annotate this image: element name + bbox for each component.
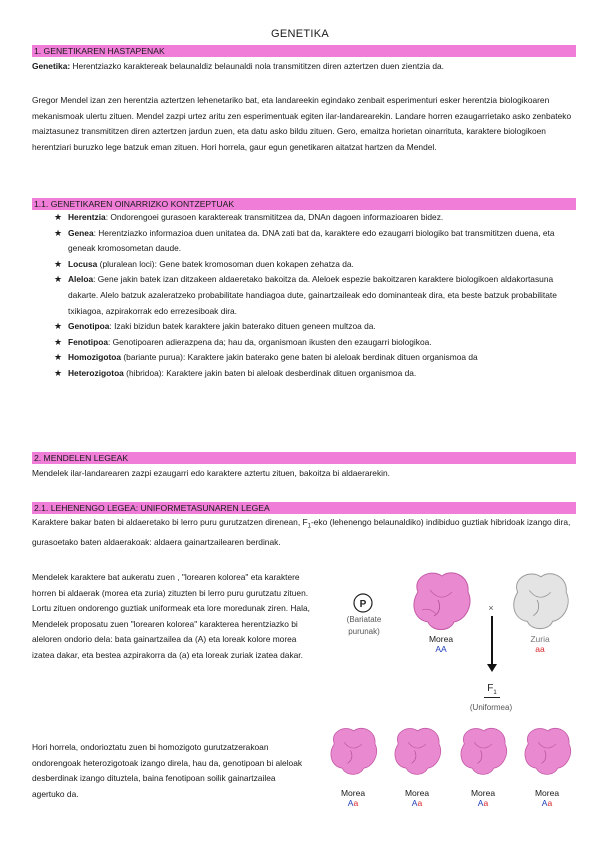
list-item <box>54 366 577 382</box>
first-law-definition <box>32 515 577 551</box>
section-heading-hastapenak: 1. GENETIKAREN HASTAPENAK <box>32 45 576 57</box>
list-item <box>54 350 577 366</box>
p-letter: P <box>359 599 367 610</box>
purple-flower-icon <box>408 570 474 634</box>
concept-term: Genotipoa <box>68 321 110 332</box>
offspring-flower-icon <box>326 726 380 778</box>
arrow-down-icon <box>487 664 497 672</box>
offspring-label: Morea <box>404 788 430 798</box>
concept-text: (pluralean loci): Gene batek kromosoman duen kokapen zehatza da. <box>97 258 354 269</box>
list-item <box>54 257 577 273</box>
star-bullet-icon: ★ <box>54 274 63 285</box>
offspring-genotype <box>328 788 378 808</box>
first-law-text-b: -eko (lehenengo belaunaldiko) indibiduo guztiak hibridoak izango dira, gurasoetako baten aldaerakoak: aldaera gainartzailearen berdinak. <box>32 517 571 548</box>
parent2-alleles: aa <box>535 644 545 654</box>
parent2-genotype <box>515 634 565 654</box>
parent1-genotype <box>416 634 466 654</box>
dominant-allele: A <box>477 798 484 808</box>
f1-label-subscript: 1 <box>493 690 497 696</box>
f1-label <box>478 683 506 696</box>
list-item <box>54 210 577 226</box>
concepts-list <box>54 210 577 382</box>
concept-term: Herentzia <box>68 212 106 222</box>
dominant-allele: A <box>411 798 418 808</box>
list-item <box>54 226 577 257</box>
concept-text: (hibridoa): Karaktere jakin baten bi aleloak desberdinak dituen organismoa da. <box>123 367 417 378</box>
recessive-allele: a <box>483 798 489 808</box>
concept-term: Homozigotoa <box>68 352 122 363</box>
offspring-flower-icon <box>520 726 574 778</box>
concept-text: : Ondorengoei gurasoen karaktereak transmititzea da, DNAn dagoen informazioaren bidez. <box>105 212 444 222</box>
offspring-genotype <box>458 788 508 808</box>
conclusion-paragraph: Hori horrela, ondorioztatu zuen bi homozigoto gurutzatzerakoan ondorengoak heterozigotoak izango direla, hau da, genotipoan bi aleloak desberdinak izango dituztela, baina fenotipoan soilik gainartzailea agertuko da. <box>32 742 303 799</box>
star-bullet-icon: ★ <box>54 352 63 363</box>
section-heading-lehenengo-legea: 2.1. LEHENENGO LEGEA: UNIFORMETASUNAREN LEGEA <box>32 502 576 514</box>
offspring-label: Morea <box>340 788 366 798</box>
star-bullet-icon: ★ <box>54 212 63 222</box>
star-bullet-icon: ★ <box>54 227 63 238</box>
white-flower-icon <box>508 570 572 634</box>
list-item <box>54 335 577 351</box>
offspring-flower-icon <box>456 726 510 778</box>
genetika-definition <box>32 59 577 75</box>
parent1-label: Morea <box>428 634 454 644</box>
parent2-label: Zuria <box>530 634 550 644</box>
cross-symbol: × <box>488 603 494 613</box>
offspring-label: Morea <box>534 788 560 798</box>
star-bullet-icon: ★ <box>54 367 63 378</box>
star-bullet-icon: ★ <box>54 321 63 332</box>
concept-text: : Gene jakin batek izan ditzakeen aldaeretako bakoitza da. Aleloek espezie bakoitzaren karaktere biologikoen aldakortasuna dakarte. Alelo batzuk azaleratzeko probabilitate handiagoa dute, gainartzaileak edo dominanteak dira, eta beste batzuk probabilitate txikiagoa, azpirakorrak edo errezesiboak dira. <box>68 274 557 316</box>
concept-term: Fenotipoa <box>68 336 109 347</box>
list-item <box>54 319 577 335</box>
concept-text: : Genotipoaren adierazpena da; hau da, organismoan ikusten den ezaugarri biologikoa. <box>108 336 432 347</box>
p-circle-icon <box>352 592 374 614</box>
dominant-allele: A <box>347 798 354 808</box>
parent1-alleles: AA <box>435 644 447 654</box>
concept-text: : Izaki bizidun batek karaktere jakin baterako dituen geneen multzoa da. <box>109 321 376 332</box>
cross-arrow <box>491 616 493 668</box>
concept-term: Locusa <box>68 258 98 269</box>
recessive-allele: a <box>417 798 423 808</box>
f1-subscript: 1 <box>307 523 311 530</box>
concept-text: : Herentziazko informazioa duen unitatea da. DNA zati bat da, karaktere edo ezaugarri biologiko bat transmititzen duena, eta geneak kromosometan daude. <box>68 227 555 254</box>
f1-underline <box>484 697 500 698</box>
parents-note: (Bariatate purunak) <box>346 615 382 636</box>
offspring-genotype <box>392 788 442 808</box>
recessive-allele: a <box>547 798 553 808</box>
list-item <box>54 272 577 319</box>
concept-term: Aleloa <box>68 274 94 285</box>
offspring-genotype <box>522 788 572 808</box>
f1-note: (Uniformea) <box>469 703 513 712</box>
mendel-paragraph: Gregor Mendel izan zen herentzia aztertzen lehenetariko bat, eta landareekin egindako zenbait esperimenturi esker herentzia biologikoaren mekanismoak ulertu zituen. Mendel zazpi urtez aritu zen esperimentuak egiten ilar-landarearekin. Landare horren ezaugarrietako asko zenbateko maiztasunez transmititzen diren aztertzen jardun zuen, eta datu asko bildu zituen. Gero, emaitza horietan oinarrituta, karaktere biologikoen herentziari buruzko lege batzuk eman zituen. Hori horrela, gaur egun genetikaren aitatzat hartzen da Mendel. <box>32 95 572 152</box>
section-heading-mendelen-legeak: 2. MENDELEN LEGEAK <box>32 452 576 464</box>
definition-text: Herentziazko karaktereak belaunaldiz belaunaldi nola transmititzen diren aztertzen duen zientzia da. <box>70 61 445 71</box>
definition-term: Genetika: <box>32 61 71 71</box>
mendel-laws-intro: Mendelek ilar-landarearen zazpi ezaugarri edo karaktere aztertu zituen, bakoitza bi aldaerarekin. <box>32 468 390 478</box>
offspring-label: Morea <box>470 788 496 798</box>
star-bullet-icon: ★ <box>54 258 63 269</box>
first-law-text-a: Karaktere bakar baten bi aldaeretako bi lerro puru gurutzatzen direnean, F <box>32 517 308 527</box>
concept-term: Heterozigotoa <box>68 367 124 378</box>
concept-text: (bariante purua): Karaktere jakin baterako gene baten bi aleloak berdinak dituen organismoa da <box>121 352 478 363</box>
f1-letter: F <box>487 683 494 694</box>
star-bullet-icon: ★ <box>54 336 63 347</box>
offspring-flower-icon <box>390 726 444 778</box>
concept-term: Genea <box>68 227 94 238</box>
recessive-allele: a <box>353 798 359 808</box>
page-title: GENETIKA <box>270 28 330 40</box>
section-heading-kontzeptuak: 1.1. GENETIKAREN OINARRIZKO KONTZEPTUAK <box>32 198 576 210</box>
dominant-allele: A <box>541 798 548 808</box>
experiment-description: Mendelek karaktere bat aukeratu zuen , "lorearen kolorea" eta karaktere horren bi aldaerak (morea eta zuria) zituzten bi lerro puru gurutzatu zituen. Lortu zituen ondorengo guztiak uniformeak eta lore moredunak ziren. Hala, Mendelek proposatu zuen "lorearen kolorea" karakterea herentziazko bi aleloren ondorio dela: bata gainartzailea da (A) eta loreak kolore morea izatea dakar, eta bestea azpirakorra da (a) eta loreak zuriak izatea dakar. <box>32 572 310 660</box>
